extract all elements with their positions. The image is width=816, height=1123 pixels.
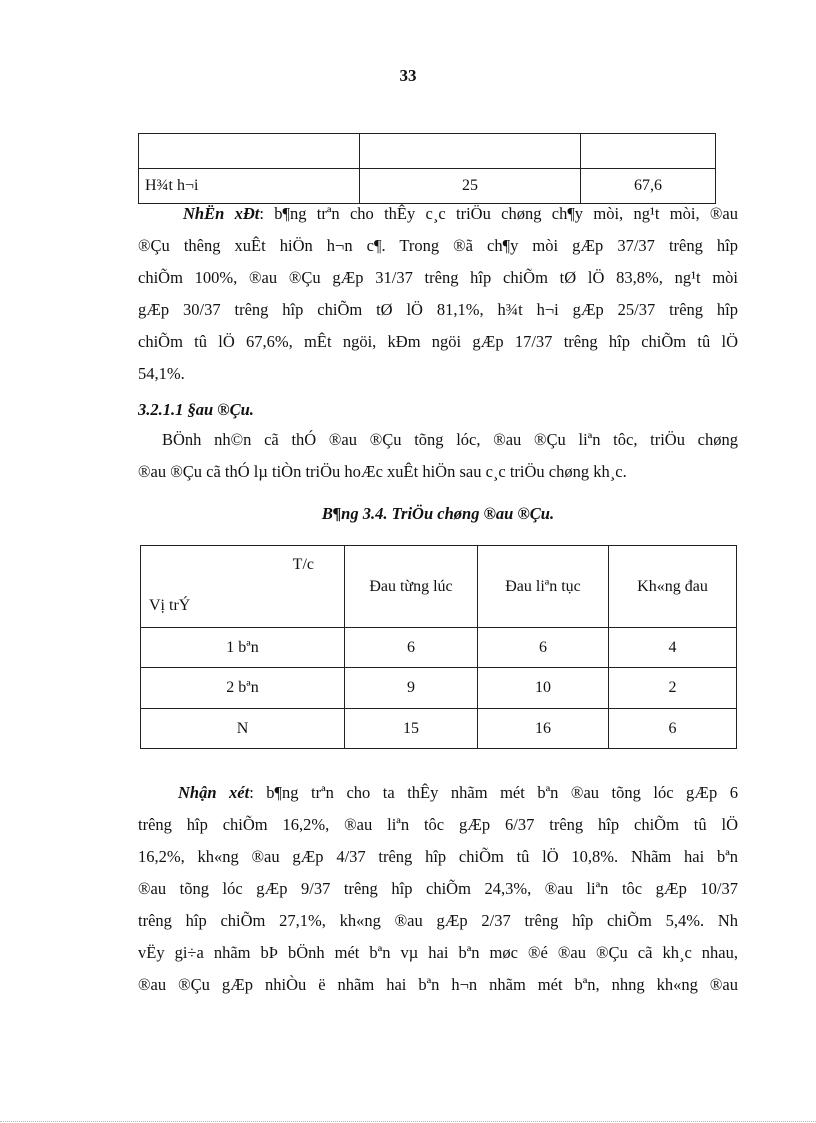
text-line: : b¶ng trªn cho thÊy c¸c triÖu chøng ch¶y mòi, ng¹t mòi, ®au bbox=[259, 204, 739, 223]
text-line: 16,2%, kh«ng ®au gÆp 4/37 trêng hîp chiÕm tû lÖ 10,8%. Nhãm hai bªn bbox=[138, 847, 738, 866]
header-cell: Đau liªn tục bbox=[478, 546, 609, 628]
text-line: BÖnh nh©n cã thÓ ®au ®Çu tõng lóc, ®au ®Çu liªn tôc, triÖu chøng bbox=[162, 430, 738, 449]
table-row bbox=[141, 668, 737, 709]
text-line: trêng hîp chiÕm 27,1%, kh«ng ®au gÆp 2/37 trêng hîp chiÕm 5,4%. Nh bbox=[138, 911, 738, 930]
row-label: 1 bªn bbox=[141, 628, 345, 668]
text-line: 54,1%. bbox=[138, 364, 185, 383]
page-number: 33 bbox=[399, 66, 417, 85]
remark-lead: Nhận xét bbox=[178, 783, 250, 802]
section-heading: 3.2.1.1 §au ®Çu. bbox=[138, 400, 254, 419]
row-label: N bbox=[141, 709, 345, 749]
table-cell bbox=[139, 134, 360, 169]
text-line: ®au ®Çu gÆp nhiÒu ë nhãm hai bªn h¬n nhãm mét bªn, nhng kh«ng ®au bbox=[138, 975, 738, 994]
table-caption: B¶ng 3.4. TriÖu chøng ®au ®Çu. bbox=[321, 504, 555, 523]
table-cell-label: H¾t h¬i bbox=[139, 169, 360, 204]
table-cell bbox=[360, 134, 581, 169]
table-cell: 4 bbox=[609, 628, 737, 668]
table-row bbox=[141, 628, 737, 668]
text-line: : b¶ng trªn cho ta thÊy nhãm mét bªn ®au tõng lóc gÆp 6 bbox=[249, 783, 738, 802]
table-cell: 6 bbox=[345, 628, 478, 668]
header-cell: Kh«ng đau bbox=[609, 546, 737, 628]
text-line: ®au ®Çu cã thÓ lµ tiÒn triÖu hoÆc xuÊt hiÖn sau c¸c triÖu chøng kh¸c. bbox=[138, 462, 627, 481]
text-line: trêng hîp chiÕm 16,2%, ®au liªn tôc gÆp 6/37 trêng hîp chiÕm tû lÖ bbox=[138, 815, 738, 834]
symptom-table-continuation bbox=[138, 133, 716, 204]
table-row bbox=[141, 709, 737, 749]
table-cell: 6 bbox=[478, 628, 609, 668]
remark-lead: NhËn xÐt bbox=[183, 204, 260, 223]
section-paragraph bbox=[138, 424, 738, 488]
table-cell: 2 bbox=[609, 668, 737, 709]
page-bottom-rule bbox=[0, 1121, 816, 1122]
text-line: ®Çu thêng xuÊt hiÖn h¬n c¶. Trong ®ã ch¶y mòi gÆp 37/37 trêng hîp bbox=[138, 236, 738, 255]
remark-paragraph-1 bbox=[138, 198, 738, 390]
table-row bbox=[139, 134, 716, 169]
row-label: 2 bªn bbox=[141, 668, 345, 709]
table-cell: 16 bbox=[478, 709, 609, 749]
text-line: gÆp 30/37 trêng hîp chiÕm tØ lÖ 81,1%, h¾t h¬i gÆp 25/37 trêng hîp bbox=[138, 300, 738, 319]
table-cell: 6 bbox=[609, 709, 737, 749]
table-cell: 15 bbox=[345, 709, 478, 749]
table-header-row bbox=[141, 546, 737, 628]
text-line: vËy gi÷a nhãm bÞ bÖnh mét bªn vµ hai bªn møc ®é ®au ®Çu cã kh¸c nhau, bbox=[138, 943, 738, 962]
remark-paragraph-2 bbox=[138, 777, 738, 1001]
headache-table bbox=[140, 545, 737, 749]
table-cell bbox=[581, 134, 716, 169]
text-line: ®au tõng lóc gÆp 9/37 trêng hîp chiÕm 24,3%, ®au liªn tôc gÆp 10/37 bbox=[138, 879, 738, 898]
table-cell-percent: 67,6 bbox=[581, 169, 716, 204]
corner-top-label: T/c bbox=[292, 556, 314, 573]
header-cell: Đau từng lúc bbox=[345, 546, 478, 628]
corner-bottom-label: Vị trÝ bbox=[149, 597, 191, 614]
corner-cell bbox=[141, 546, 345, 628]
table-cell: 10 bbox=[478, 668, 609, 709]
table-cell-count: 25 bbox=[360, 169, 581, 204]
text-line: chiÕm 100%, ®au ®Çu gÆp 31/37 trêng hîp chiÕm tØ lÖ 83,8%, ng¹t mòi bbox=[138, 268, 738, 287]
text-line: chiÕm tû lÖ 67,6%, mÊt ngöi, kÐm ngöi gÆp 17/37 trêng hîp chiÕm tû lÖ bbox=[138, 332, 738, 351]
table-cell: 9 bbox=[345, 668, 478, 709]
